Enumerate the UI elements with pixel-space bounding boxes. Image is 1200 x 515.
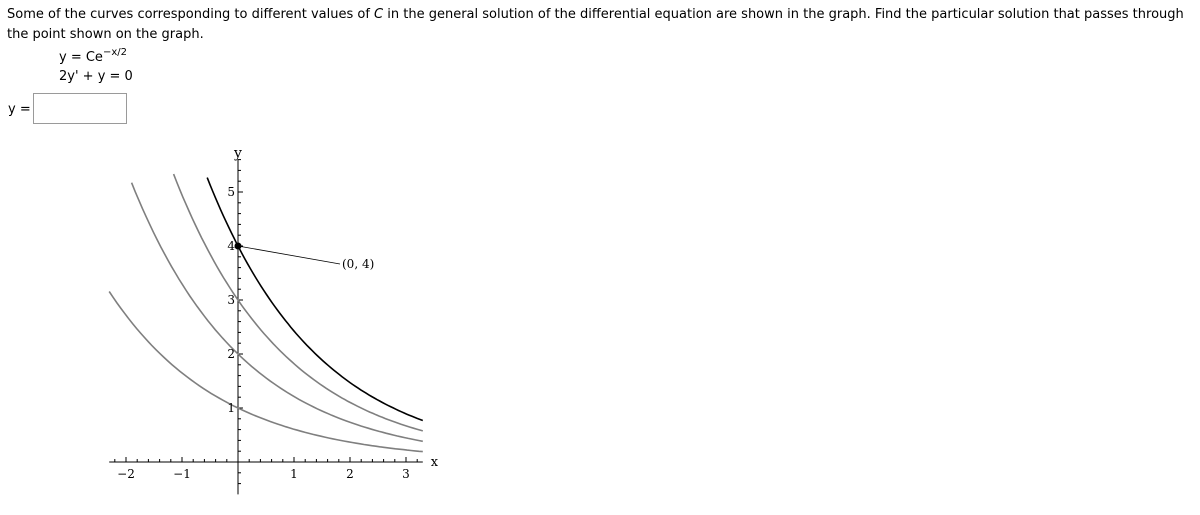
question-variable-c: C [374,7,384,22]
y-tick-label: 4 [227,239,235,253]
x-tick-label: −1 [173,467,191,481]
axis-labels [117,146,439,481]
solution-curves [109,174,423,452]
differential-equation: 2y' + y = 0 [59,69,133,84]
y-tick-label: 5 [227,185,235,199]
y-tick-label: 3 [227,293,235,307]
x-tick-label: 1 [290,467,298,481]
y-axis-title: y [234,145,242,162]
general-solution-exponent: −x/2 [102,46,127,58]
solution-curve-c1 [109,292,423,452]
x-tick-label: 3 [402,467,410,481]
point-label: (0, 4) [342,257,375,271]
y-tick-label: 2 [227,347,235,361]
point-leader-line [238,246,340,264]
point-marker [235,243,242,250]
axes [109,160,423,495]
highlighted-point [235,243,375,272]
x-axis-title: x [430,455,439,470]
x-tick-label: −2 [117,467,135,481]
answer-label: y = [8,102,31,117]
x-tick-label: 2 [346,467,354,481]
y-tick-label: 1 [227,401,235,415]
question-text-part2: in the general solution of the differential equation are shown in the graph. Find the particular solution that passes through the point shown on the graph. [7,7,1184,42]
question-text-part1: Some of the curves corresponding to different values of [7,7,375,22]
solution-curve-c2 [132,183,423,442]
general-solution-lhs: y = Ce [59,50,103,65]
